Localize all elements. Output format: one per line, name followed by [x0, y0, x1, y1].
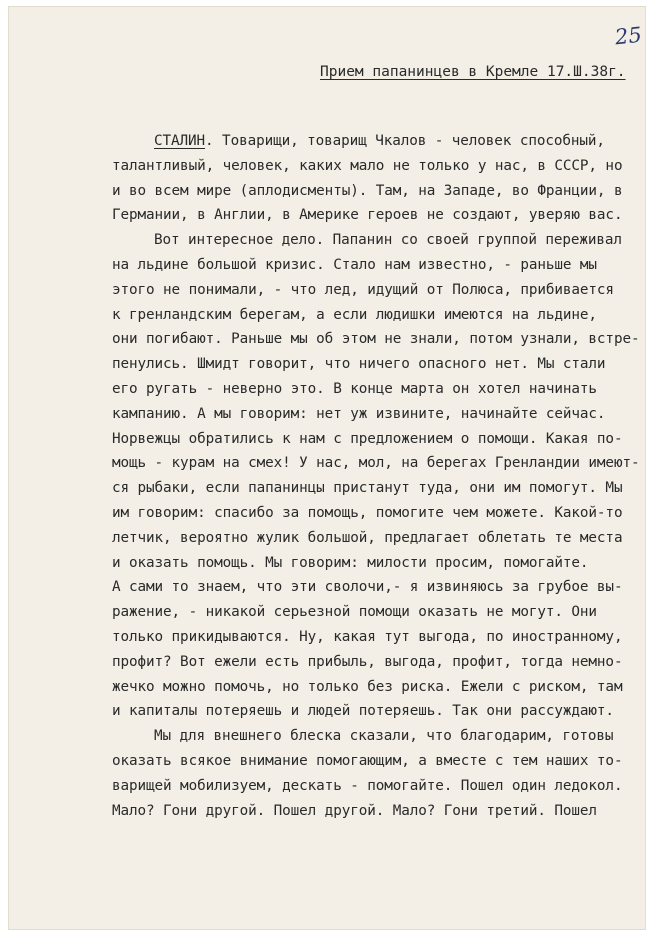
text-line [112, 129, 632, 154]
paragraph [112, 724, 632, 823]
text-line: его ругать - неверно это. В конце марта он хотел начинать [112, 380, 597, 397]
text-line: варищей мобилизуем, дескать - помогайте. Пошел один ледокол. [112, 777, 623, 794]
document-heading: Прием папанинцев в Кремле 17.Ш.38г. [320, 64, 626, 80]
text-line: они погибают. Раньше мы об этом не знали, потом узнали, встре- [112, 331, 640, 348]
text-line: этого не понимали, - что лед, идущий от Полюса, прибивается [112, 281, 614, 298]
text-line: к гренландским берегам, а если людишки имеются на льдине, [112, 306, 597, 323]
text-line: и во всем мире (аплодисменты). Там, на Западе, во Франции, в [112, 182, 623, 199]
text-line: талантливый, человек, каких мало не только у нас, в СССР, но [112, 157, 623, 174]
document-body [112, 129, 640, 823]
text-line: и оказать помощь. Мы говорим: милости просим, помогайте. [112, 554, 589, 571]
text-line: мощь - курам на смех! У нас, мол, на берегах Гренландии имеют- [112, 455, 640, 472]
text-line: ся рыбаки, если папанинцы пристанут туда, они им помогут. Мы [112, 480, 623, 497]
paragraph [112, 129, 632, 228]
text-line: Мало? Гони другой. Пошел другой. Мало? Гони третий. Пошел [112, 802, 597, 819]
text-line: только прикидываются. Ну, какая тут выгода, по иностранному, [112, 628, 623, 645]
text-line: им говорим: спасибо за помощь, помогите чем можете. Какой-то [112, 504, 623, 521]
document-page [8, 6, 646, 930]
paragraph [112, 575, 632, 724]
paragraph [112, 228, 640, 575]
text-line: и капиталы потеряешь и людей потеряешь. Так они рассуждают. [112, 703, 614, 720]
text-line: Норвежцы обратились к нам с предложением о помощи. Какая по- [112, 430, 623, 447]
text-line: пенулись. Шмидт говорит, что ничего опасного нет. Мы стали [112, 356, 606, 373]
text-line: профит? Вот ежели есть прибыль, выгода, профит, тогда немно- [112, 653, 623, 670]
text-fragment: . Товарищи, товарищ Чкалов - человек способный, [205, 133, 605, 149]
text-line: ражение, - никакой серьезной помощи оказать не могут. Они [112, 604, 597, 621]
speaker-name: СТАЛИН [154, 133, 206, 149]
text-line: Мы для внешнего блеска сказали, что благодарим, готовы [154, 728, 614, 745]
text-line: Германии, в Англии, в Америке героев не создают, уверяю вас. [112, 207, 623, 224]
text-line: оказать всякое внимание помогающим, а вместе с тем наших то- [112, 752, 623, 769]
text-line: Вот интересное дело. Папанин со своей группой переживал [154, 232, 622, 249]
text-line: на льдине большой кризис. Стало нам известно, - раньше мы [112, 256, 597, 273]
text-line: летчик, вероятно жулик большой, предлагает облетать те места [112, 529, 623, 546]
text-line: А сами то знаем, что эти сволочи,- я извиняюсь за грубое вы- [112, 579, 623, 596]
page-number: 25 [613, 22, 643, 50]
text-line: жечко можно помочь, но только без риска. Ежели с риском, там [112, 678, 623, 695]
text-line: кампанию. А мы говорим: нет уж извините, начинайте сейчас. [112, 405, 606, 422]
